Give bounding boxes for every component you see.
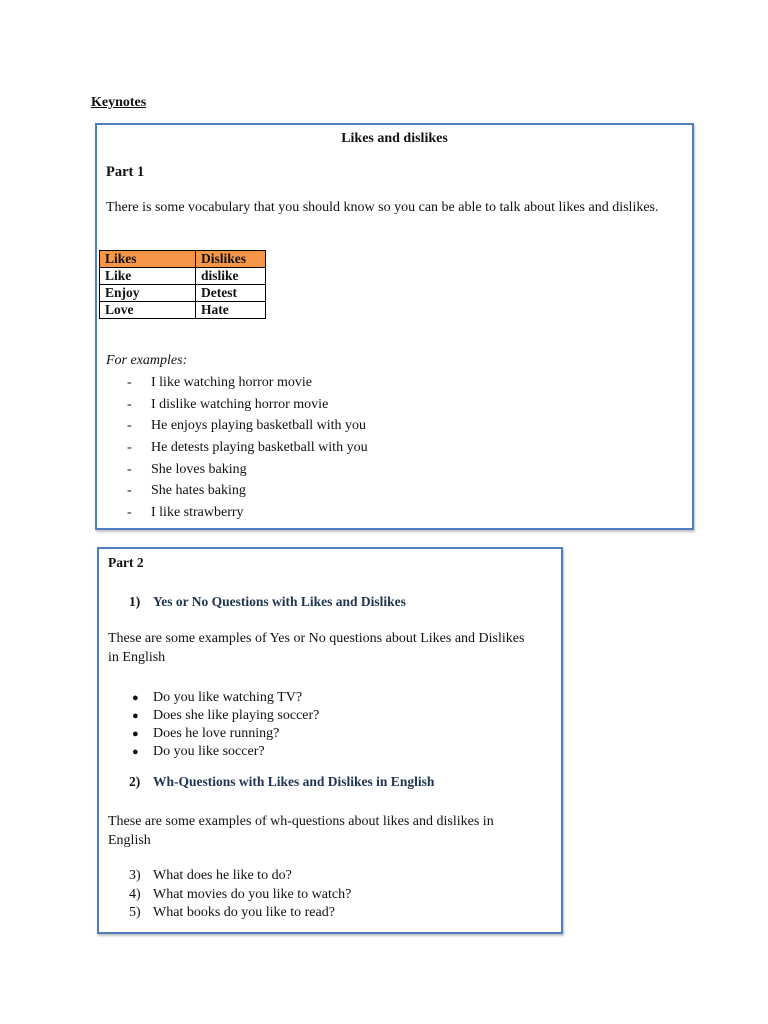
section-2-heading: [129, 774, 434, 790]
examples-list: [127, 372, 368, 524]
table-cell: dislike: [196, 268, 266, 285]
vocabulary-table: [99, 250, 266, 319]
question-text: What books do you like to read?: [153, 905, 335, 920]
bullet-icon: ●: [132, 728, 139, 740]
question-text: Does he love running?: [153, 726, 280, 741]
example-text: She hates baking: [151, 483, 246, 499]
list-item: - She loves baking: [127, 461, 247, 477]
example-text: I like strawberry: [151, 505, 244, 521]
section-2-description: These are some examples of wh-questions about likes and dislikes in English: [108, 814, 494, 848]
list-item: - I dislike watching horror movie: [127, 396, 329, 412]
box-title: Likes and dislikes: [341, 131, 448, 146]
question-text: What does he like to do?: [153, 868, 292, 883]
table-header-row: [100, 251, 266, 268]
examples-label: For examples:: [106, 353, 188, 368]
section-title: Yes or No Questions with Likes and Dislikes: [153, 594, 406, 609]
list-item: [132, 707, 319, 725]
table-cell: Detest: [196, 285, 266, 302]
table-row: [100, 302, 266, 319]
list-item: [129, 867, 351, 886]
header-cell-likes: Likes: [100, 251, 196, 268]
list-item: [129, 886, 351, 905]
example-text: I like watching horror movie: [151, 375, 312, 390]
list-item: - He enjoys playing basketball with you: [127, 418, 367, 434]
bullet-icon: ●: [132, 710, 139, 722]
bullet-icon: ●: [132, 746, 139, 758]
bullet-icon: ●: [132, 692, 139, 704]
section-1-description: These are some examples of Yes or No questions about Likes and Dislikes in English: [108, 631, 525, 665]
example-text: She loves baking: [151, 461, 247, 477]
section-title: Wh-Questions with Likes and Dislikes in English: [153, 774, 435, 789]
list-item: [132, 743, 319, 761]
yes-no-questions-list: [132, 689, 319, 761]
table-cell: Enjoy: [100, 285, 196, 302]
list-item: - I like watching horror movie: [127, 375, 312, 390]
table-row: [100, 268, 266, 285]
table-cell: Love: [100, 302, 196, 319]
item-number: 4): [129, 886, 141, 902]
question-text: Does she like playing soccer?: [153, 708, 320, 723]
part-2-label: Part 2: [108, 555, 144, 570]
list-item: - She hates baking: [127, 483, 246, 499]
example-text: He enjoys playing basketball with you: [151, 418, 367, 434]
header-cell-dislikes: Dislikes: [196, 251, 266, 268]
list-item: [132, 725, 319, 743]
list-item: [129, 904, 351, 923]
part-1-label: Part 1: [106, 164, 145, 180]
likes-dislikes-box: [95, 123, 694, 530]
table-cell: Hate: [196, 302, 266, 319]
list-item: [132, 689, 319, 707]
question-text: What movies do you like to watch?: [153, 886, 352, 902]
item-number: 3): [129, 868, 141, 883]
item-number: 5): [129, 905, 141, 920]
section-number: 2): [129, 774, 141, 789]
question-text: Do you like soccer?: [153, 744, 265, 759]
page-heading: Keynotes: [91, 95, 147, 110]
intro-paragraph: There is some vocabulary that you should know so you can be able to talk about likes and dislikes.: [106, 200, 659, 215]
example-text: He detests playing basketball with you: [151, 440, 368, 456]
wh-questions-list: [129, 867, 351, 923]
list-item: - I like strawberry: [127, 505, 244, 521]
section-number: 1): [129, 594, 141, 609]
section-1-heading: [129, 594, 406, 610]
questions-box: [97, 547, 563, 934]
table-cell: Like: [100, 268, 196, 285]
list-item: - He detests playing basketball with you: [127, 440, 368, 456]
question-text: Do you like watching TV?: [153, 690, 303, 705]
table-row: [100, 285, 266, 302]
example-text: I dislike watching horror movie: [151, 396, 329, 412]
